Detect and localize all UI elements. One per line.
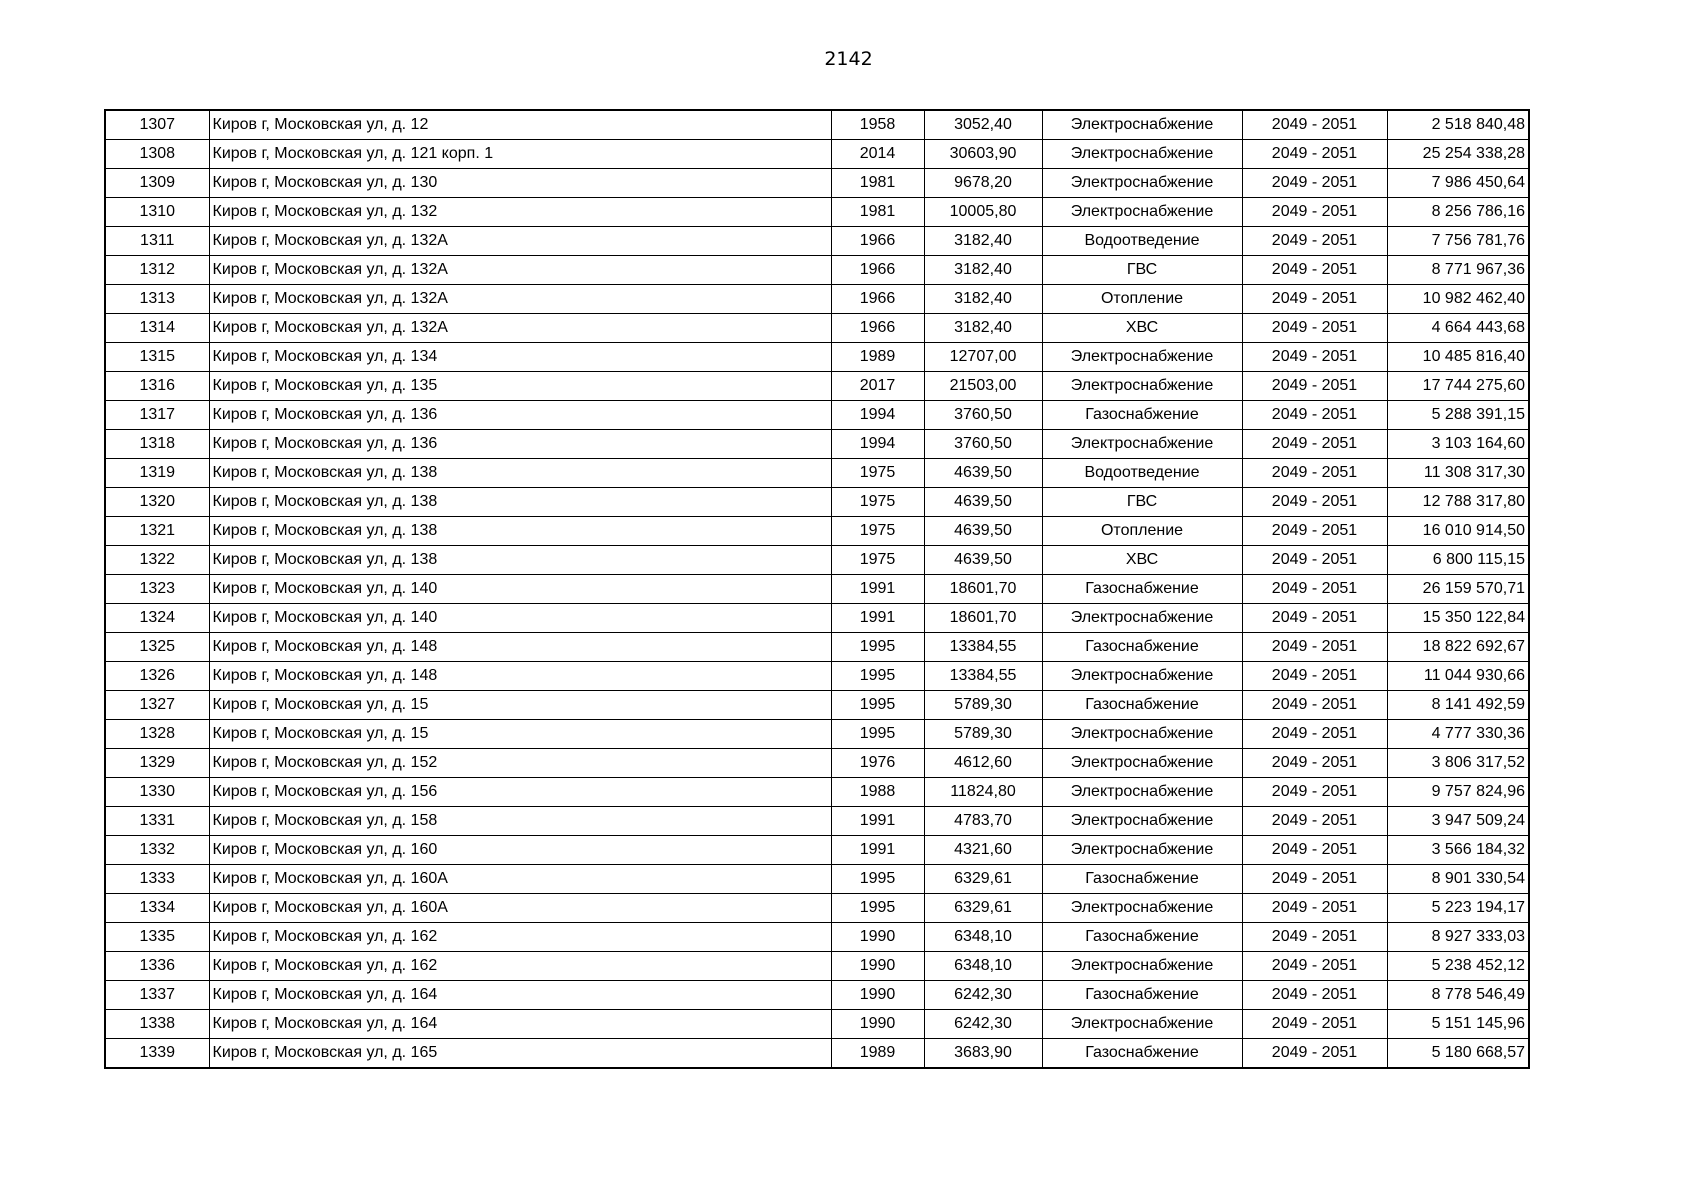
area-cell: 4639,50	[924, 517, 1042, 546]
period-cell: 2049 - 2051	[1242, 691, 1387, 720]
table-row	[105, 110, 1529, 140]
address-cell: Киров г, Московская ул, д. 15	[209, 720, 831, 749]
area-cell: 3052,40	[924, 110, 1042, 140]
row-number-cell: 1338	[105, 1010, 209, 1039]
service-type-cell: Электроснабжение	[1042, 1010, 1242, 1039]
table-row	[105, 372, 1529, 401]
period-cell: 2049 - 2051	[1242, 198, 1387, 227]
row-number-cell: 1334	[105, 894, 209, 923]
build-year-cell: 1989	[831, 1039, 924, 1069]
build-year-cell: 1975	[831, 488, 924, 517]
build-year-cell: 1966	[831, 314, 924, 343]
address-cell: Киров г, Московская ул, д. 152	[209, 749, 831, 778]
cost-cell: 8 141 492,59	[1387, 691, 1529, 720]
area-cell: 3182,40	[924, 227, 1042, 256]
table-row	[105, 1010, 1529, 1039]
period-cell: 2049 - 2051	[1242, 1039, 1387, 1069]
address-cell: Киров г, Московская ул, д. 138	[209, 459, 831, 488]
period-cell: 2049 - 2051	[1242, 459, 1387, 488]
period-cell: 2049 - 2051	[1242, 110, 1387, 140]
row-number-cell: 1308	[105, 140, 209, 169]
cost-cell: 7 756 781,76	[1387, 227, 1529, 256]
address-cell: Киров г, Московская ул, д. 12	[209, 110, 831, 140]
period-cell: 2049 - 2051	[1242, 981, 1387, 1010]
row-number-cell: 1339	[105, 1039, 209, 1069]
table-row	[105, 314, 1529, 343]
period-cell: 2049 - 2051	[1242, 546, 1387, 575]
service-type-cell: Электроснабжение	[1042, 372, 1242, 401]
cost-cell: 8 927 333,03	[1387, 923, 1529, 952]
address-cell: Киров г, Московская ул, д. 162	[209, 952, 831, 981]
table-row	[105, 343, 1529, 372]
service-type-cell: Электроснабжение	[1042, 720, 1242, 749]
service-type-cell: Электроснабжение	[1042, 169, 1242, 198]
table-row	[105, 778, 1529, 807]
build-year-cell: 1988	[831, 778, 924, 807]
service-type-cell: Электроснабжение	[1042, 662, 1242, 691]
cost-cell: 8 256 786,16	[1387, 198, 1529, 227]
row-number-cell: 1315	[105, 343, 209, 372]
table-row	[105, 633, 1529, 662]
row-number-cell: 1337	[105, 981, 209, 1010]
cost-cell: 3 806 317,52	[1387, 749, 1529, 778]
service-type-cell: Электроснабжение	[1042, 952, 1242, 981]
service-type-cell: Электроснабжение	[1042, 343, 1242, 372]
service-type-cell: Газоснабжение	[1042, 401, 1242, 430]
service-type-cell: Газоснабжение	[1042, 691, 1242, 720]
row-number-cell: 1326	[105, 662, 209, 691]
period-cell: 2049 - 2051	[1242, 169, 1387, 198]
build-year-cell: 1995	[831, 662, 924, 691]
build-year-cell: 1966	[831, 227, 924, 256]
table-row	[105, 923, 1529, 952]
address-cell: Киров г, Московская ул, д. 156	[209, 778, 831, 807]
service-type-cell: Отопление	[1042, 285, 1242, 314]
area-cell: 13384,55	[924, 662, 1042, 691]
build-year-cell: 1966	[831, 285, 924, 314]
service-type-cell: Электроснабжение	[1042, 836, 1242, 865]
row-number-cell: 1328	[105, 720, 209, 749]
service-type-cell: Газоснабжение	[1042, 1039, 1242, 1069]
table-row	[105, 575, 1529, 604]
table-row	[105, 256, 1529, 285]
service-type-cell: Электроснабжение	[1042, 198, 1242, 227]
period-cell: 2049 - 2051	[1242, 662, 1387, 691]
table-row	[105, 227, 1529, 256]
address-cell: Киров г, Московская ул, д. 140	[209, 604, 831, 633]
row-number-cell: 1327	[105, 691, 209, 720]
period-cell: 2049 - 2051	[1242, 807, 1387, 836]
table-row	[105, 517, 1529, 546]
cost-cell: 5 238 452,12	[1387, 952, 1529, 981]
period-cell: 2049 - 2051	[1242, 575, 1387, 604]
table-row	[105, 546, 1529, 575]
row-number-cell: 1320	[105, 488, 209, 517]
period-cell: 2049 - 2051	[1242, 894, 1387, 923]
area-cell: 6242,30	[924, 1010, 1042, 1039]
area-cell: 3182,40	[924, 285, 1042, 314]
period-cell: 2049 - 2051	[1242, 430, 1387, 459]
cost-cell: 5 288 391,15	[1387, 401, 1529, 430]
build-year-cell: 1991	[831, 604, 924, 633]
period-cell: 2049 - 2051	[1242, 720, 1387, 749]
row-number-cell: 1333	[105, 865, 209, 894]
register-table	[104, 109, 1530, 1069]
cost-cell: 5 223 194,17	[1387, 894, 1529, 923]
cost-cell: 9 757 824,96	[1387, 778, 1529, 807]
area-cell: 4639,50	[924, 459, 1042, 488]
table-row	[105, 662, 1529, 691]
table-row	[105, 691, 1529, 720]
row-number-cell: 1324	[105, 604, 209, 633]
service-type-cell: ГВС	[1042, 256, 1242, 285]
cost-cell: 3 566 184,32	[1387, 836, 1529, 865]
cost-cell: 12 788 317,80	[1387, 488, 1529, 517]
cost-cell: 3 103 164,60	[1387, 430, 1529, 459]
build-year-cell: 1976	[831, 749, 924, 778]
row-number-cell: 1321	[105, 517, 209, 546]
area-cell: 6242,30	[924, 981, 1042, 1010]
address-cell: Киров г, Московская ул, д. 162	[209, 923, 831, 952]
table-row	[105, 807, 1529, 836]
area-cell: 9678,20	[924, 169, 1042, 198]
build-year-cell: 1990	[831, 1010, 924, 1039]
area-cell: 5789,30	[924, 720, 1042, 749]
build-year-cell: 1981	[831, 198, 924, 227]
service-type-cell: Электроснабжение	[1042, 894, 1242, 923]
area-cell: 6348,10	[924, 952, 1042, 981]
build-year-cell: 1981	[831, 169, 924, 198]
address-cell: Киров г, Московская ул, д. 136	[209, 401, 831, 430]
table-row	[105, 488, 1529, 517]
address-cell: Киров г, Московская ул, д. 138	[209, 488, 831, 517]
address-cell: Киров г, Московская ул, д. 121 корп. 1	[209, 140, 831, 169]
address-cell: Киров г, Московская ул, д. 134	[209, 343, 831, 372]
register-body	[105, 110, 1529, 1068]
period-cell: 2049 - 2051	[1242, 227, 1387, 256]
address-cell: Киров г, Московская ул, д. 164	[209, 1010, 831, 1039]
cost-cell: 18 822 692,67	[1387, 633, 1529, 662]
build-year-cell: 1995	[831, 894, 924, 923]
address-cell: Киров г, Московская ул, д. 130	[209, 169, 831, 198]
area-cell: 3760,50	[924, 401, 1042, 430]
period-cell: 2049 - 2051	[1242, 604, 1387, 633]
row-number-cell: 1332	[105, 836, 209, 865]
build-year-cell: 1966	[831, 256, 924, 285]
cost-cell: 3 947 509,24	[1387, 807, 1529, 836]
build-year-cell: 1994	[831, 430, 924, 459]
table-row	[105, 865, 1529, 894]
address-cell: Киров г, Московская ул, д. 15	[209, 691, 831, 720]
cost-cell: 5 180 668,57	[1387, 1039, 1529, 1069]
build-year-cell: 1990	[831, 981, 924, 1010]
service-type-cell: Водоотведение	[1042, 227, 1242, 256]
service-type-cell: Электроснабжение	[1042, 604, 1242, 633]
area-cell: 4639,50	[924, 546, 1042, 575]
address-cell: Киров г, Московская ул, д. 132А	[209, 227, 831, 256]
build-year-cell: 1995	[831, 865, 924, 894]
period-cell: 2049 - 2051	[1242, 633, 1387, 662]
area-cell: 3182,40	[924, 256, 1042, 285]
cost-cell: 7 986 450,64	[1387, 169, 1529, 198]
table-row	[105, 1039, 1529, 1069]
service-type-cell: Водоотведение	[1042, 459, 1242, 488]
row-number-cell: 1310	[105, 198, 209, 227]
service-type-cell: Газоснабжение	[1042, 923, 1242, 952]
area-cell: 12707,00	[924, 343, 1042, 372]
area-cell: 4783,70	[924, 807, 1042, 836]
row-number-cell: 1317	[105, 401, 209, 430]
address-cell: Киров г, Московская ул, д. 160А	[209, 865, 831, 894]
table-row	[105, 604, 1529, 633]
cost-cell: 11 044 930,66	[1387, 662, 1529, 691]
address-cell: Киров г, Московская ул, д. 138	[209, 546, 831, 575]
area-cell: 4612,60	[924, 749, 1042, 778]
cost-cell: 5 151 145,96	[1387, 1010, 1529, 1039]
area-cell: 6329,61	[924, 894, 1042, 923]
period-cell: 2049 - 2051	[1242, 517, 1387, 546]
table-row	[105, 720, 1529, 749]
service-type-cell: Электроснабжение	[1042, 430, 1242, 459]
build-year-cell: 1991	[831, 807, 924, 836]
build-year-cell: 1958	[831, 110, 924, 140]
period-cell: 2049 - 2051	[1242, 343, 1387, 372]
area-cell: 6348,10	[924, 923, 1042, 952]
build-year-cell: 1994	[831, 401, 924, 430]
service-type-cell: Электроснабжение	[1042, 807, 1242, 836]
table-row	[105, 459, 1529, 488]
table-row	[105, 401, 1529, 430]
period-cell: 2049 - 2051	[1242, 1010, 1387, 1039]
page-number: 2142	[824, 48, 873, 70]
cost-cell: 8 778 546,49	[1387, 981, 1529, 1010]
period-cell: 2049 - 2051	[1242, 401, 1387, 430]
address-cell: Киров г, Московская ул, д. 165	[209, 1039, 831, 1069]
build-year-cell: 2017	[831, 372, 924, 401]
service-type-cell: Электроснабжение	[1042, 778, 1242, 807]
area-cell: 4639,50	[924, 488, 1042, 517]
service-type-cell: Электроснабжение	[1042, 110, 1242, 140]
row-number-cell: 1311	[105, 227, 209, 256]
build-year-cell: 1990	[831, 923, 924, 952]
table-row	[105, 981, 1529, 1010]
period-cell: 2049 - 2051	[1242, 778, 1387, 807]
row-number-cell: 1313	[105, 285, 209, 314]
row-number-cell: 1336	[105, 952, 209, 981]
period-cell: 2049 - 2051	[1242, 285, 1387, 314]
address-cell: Киров г, Московская ул, д. 132	[209, 198, 831, 227]
build-year-cell: 2014	[831, 140, 924, 169]
row-number-cell: 1307	[105, 110, 209, 140]
cost-cell: 11 308 317,30	[1387, 459, 1529, 488]
address-cell: Киров г, Московская ул, д. 140	[209, 575, 831, 604]
row-number-cell: 1318	[105, 430, 209, 459]
period-cell: 2049 - 2051	[1242, 140, 1387, 169]
build-year-cell: 1975	[831, 546, 924, 575]
period-cell: 2049 - 2051	[1242, 836, 1387, 865]
cost-cell: 6 800 115,15	[1387, 546, 1529, 575]
cost-cell: 10 485 816,40	[1387, 343, 1529, 372]
row-number-cell: 1322	[105, 546, 209, 575]
area-cell: 13384,55	[924, 633, 1042, 662]
service-type-cell: Газоснабжение	[1042, 865, 1242, 894]
address-cell: Киров г, Московская ул, д. 160	[209, 836, 831, 865]
address-cell: Киров г, Московская ул, д. 148	[209, 662, 831, 691]
cost-cell: 15 350 122,84	[1387, 604, 1529, 633]
table-row	[105, 749, 1529, 778]
build-year-cell: 1995	[831, 720, 924, 749]
cost-cell: 2 518 840,48	[1387, 110, 1529, 140]
service-type-cell: ХВС	[1042, 314, 1242, 343]
row-number-cell: 1329	[105, 749, 209, 778]
address-cell: Киров г, Московская ул, д. 148	[209, 633, 831, 662]
address-cell: Киров г, Московская ул, д. 158	[209, 807, 831, 836]
service-type-cell: Газоснабжение	[1042, 633, 1242, 662]
area-cell: 6329,61	[924, 865, 1042, 894]
cost-cell: 4 664 443,68	[1387, 314, 1529, 343]
table-row	[105, 169, 1529, 198]
row-number-cell: 1316	[105, 372, 209, 401]
address-cell: Киров г, Московская ул, д. 138	[209, 517, 831, 546]
address-cell: Киров г, Московская ул, д. 164	[209, 981, 831, 1010]
area-cell: 5789,30	[924, 691, 1042, 720]
row-number-cell: 1331	[105, 807, 209, 836]
row-number-cell: 1309	[105, 169, 209, 198]
area-cell: 18601,70	[924, 575, 1042, 604]
table-row	[105, 894, 1529, 923]
service-type-cell: Газоснабжение	[1042, 981, 1242, 1010]
build-year-cell: 1975	[831, 459, 924, 488]
area-cell: 3182,40	[924, 314, 1042, 343]
table-row	[105, 836, 1529, 865]
row-number-cell: 1319	[105, 459, 209, 488]
area-cell: 18601,70	[924, 604, 1042, 633]
address-cell: Киров г, Московская ул, д. 160А	[209, 894, 831, 923]
build-year-cell: 1991	[831, 836, 924, 865]
period-cell: 2049 - 2051	[1242, 372, 1387, 401]
table-row	[105, 430, 1529, 459]
period-cell: 2049 - 2051	[1242, 865, 1387, 894]
service-type-cell: Газоснабжение	[1042, 575, 1242, 604]
cost-cell: 25 254 338,28	[1387, 140, 1529, 169]
period-cell: 2049 - 2051	[1242, 488, 1387, 517]
build-year-cell: 1995	[831, 691, 924, 720]
row-number-cell: 1323	[105, 575, 209, 604]
cost-cell: 10 982 462,40	[1387, 285, 1529, 314]
area-cell: 11824,80	[924, 778, 1042, 807]
cost-cell: 26 159 570,71	[1387, 575, 1529, 604]
address-cell: Киров г, Московская ул, д. 132А	[209, 314, 831, 343]
area-cell: 3683,90	[924, 1039, 1042, 1069]
build-year-cell: 1975	[831, 517, 924, 546]
area-cell: 3760,50	[924, 430, 1042, 459]
build-year-cell: 1991	[831, 575, 924, 604]
period-cell: 2049 - 2051	[1242, 749, 1387, 778]
row-number-cell: 1325	[105, 633, 209, 662]
service-type-cell: ХВС	[1042, 546, 1242, 575]
area-cell: 4321,60	[924, 836, 1042, 865]
service-type-cell: ГВС	[1042, 488, 1242, 517]
address-cell: Киров г, Московская ул, д. 132А	[209, 285, 831, 314]
service-type-cell: Электроснабжение	[1042, 140, 1242, 169]
period-cell: 2049 - 2051	[1242, 314, 1387, 343]
period-cell: 2049 - 2051	[1242, 923, 1387, 952]
cost-cell: 17 744 275,60	[1387, 372, 1529, 401]
area-cell: 21503,00	[924, 372, 1042, 401]
address-cell: Киров г, Московская ул, д. 132А	[209, 256, 831, 285]
table-row	[105, 198, 1529, 227]
area-cell: 10005,80	[924, 198, 1042, 227]
row-number-cell: 1312	[105, 256, 209, 285]
build-year-cell: 1989	[831, 343, 924, 372]
service-type-cell: Отопление	[1042, 517, 1242, 546]
table-row	[105, 140, 1529, 169]
build-year-cell: 1995	[831, 633, 924, 662]
row-number-cell: 1314	[105, 314, 209, 343]
cost-cell: 8 901 330,54	[1387, 865, 1529, 894]
period-cell: 2049 - 2051	[1242, 256, 1387, 285]
area-cell: 30603,90	[924, 140, 1042, 169]
build-year-cell: 1990	[831, 952, 924, 981]
cost-cell: 8 771 967,36	[1387, 256, 1529, 285]
row-number-cell: 1330	[105, 778, 209, 807]
address-cell: Киров г, Московская ул, д. 135	[209, 372, 831, 401]
cost-cell: 16 010 914,50	[1387, 517, 1529, 546]
address-cell: Киров г, Московская ул, д. 136	[209, 430, 831, 459]
row-number-cell: 1335	[105, 923, 209, 952]
period-cell: 2049 - 2051	[1242, 952, 1387, 981]
table-row	[105, 285, 1529, 314]
service-type-cell: Электроснабжение	[1042, 749, 1242, 778]
table-row	[105, 952, 1529, 981]
cost-cell: 4 777 330,36	[1387, 720, 1529, 749]
